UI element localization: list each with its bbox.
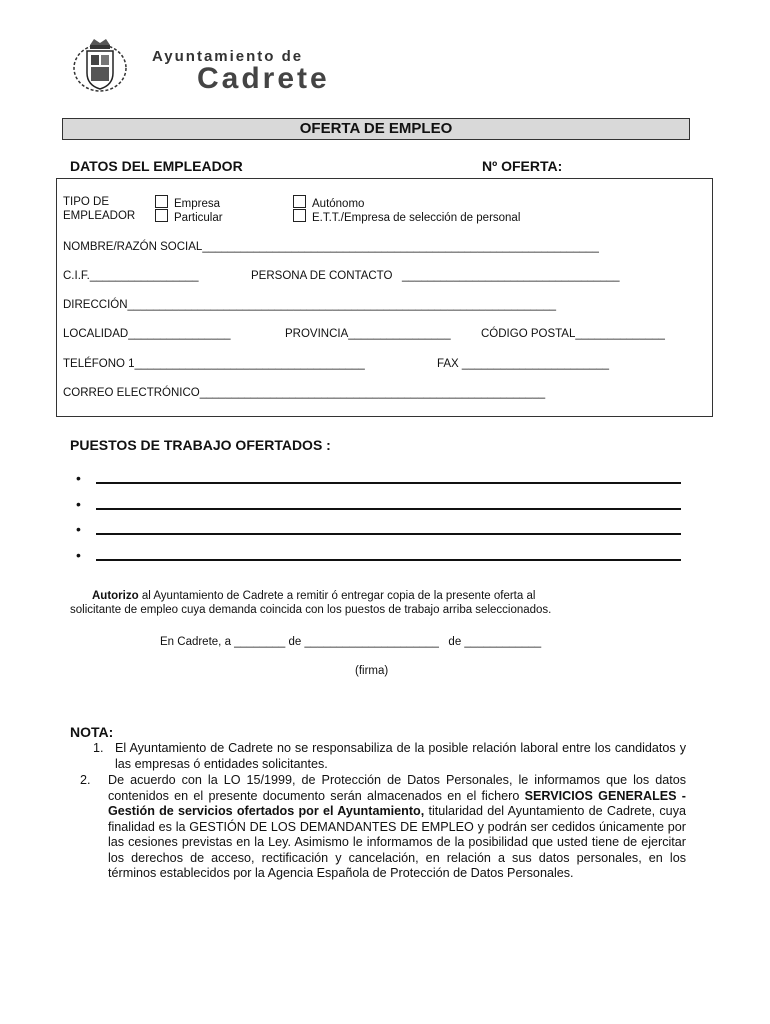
checkbox-particular[interactable]: [155, 209, 168, 222]
bullet-3: •: [76, 521, 81, 537]
field-codigo-postal[interactable]: CÓDIGO POSTAL______________: [481, 328, 665, 340]
date-de-2: de: [448, 636, 462, 648]
note-2-number: 2.: [80, 773, 91, 787]
puesto-line-3[interactable]: [96, 533, 681, 535]
bullet-1: •: [76, 470, 81, 486]
firma-label: (firma): [355, 665, 389, 677]
note-2-bold: SERVICIOS GENERALES - Gestión de servicios ofertados por el Ayuntamiento,: [108, 788, 687, 818]
checkbox-autonomo[interactable]: [293, 195, 306, 208]
option-particular[interactable]: [155, 209, 223, 224]
field-telefono-label: TELÉFONO 1: [63, 358, 135, 370]
employer-section-heading: DATOS DEL EMPLEADOR: [70, 158, 243, 174]
field-correo[interactable]: CORREO ELECTRÓNICO______________________________________________________: [63, 387, 546, 399]
tipo-label-1: TIPO DE: [63, 196, 110, 208]
field-fax[interactable]: FAX _______________________: [437, 358, 610, 370]
note-2-part2: titularidad del Ayuntamiento de Cadrete, cuya finalidad es la GESTIÓN DE LOS DEMANDANTES DE EMPLEO y podrán ser cedidos únicamente por las cesiones previstas en la Ley. Asimismo le informamos de la posibilidad que usted tiene de ejercitar los derechos de acceso, rectificación y cancelación, en relación a sus datos personales, en los términos establecidos por la Agencia Española de Protección de Datos Personales.: [108, 804, 686, 880]
date-line[interactable]: En Cadrete, a ________ de _____________________ de ____________: [160, 636, 542, 648]
note-1-text: El Ayuntamiento de Cadrete no se responsabiliza de la posible relación laboral entre los candidatos y las empresas ó entidades solicitantes.: [115, 741, 686, 771]
option-autonomo-label: Autónomo: [312, 198, 365, 210]
authorization-bold: Autorizo: [92, 590, 139, 602]
header-town-name: Cadrete: [197, 62, 330, 95]
option-particular-label: Particular: [174, 212, 223, 224]
puestos-section-heading: PUESTOS DE TRABAJO OFERTADOS :: [70, 437, 331, 453]
page-title: OFERTA DE EMPLEO: [62, 118, 690, 140]
bullet-4: •: [76, 547, 81, 563]
option-empresa[interactable]: [155, 195, 220, 210]
note-1: [93, 741, 686, 772]
option-autonomo[interactable]: [293, 195, 364, 210]
authorization-line-2: solicitante de empleo cuya demanda coincida con los puestos de trabajo arriba seleccionados.: [70, 604, 552, 616]
field-provincia[interactable]: PROVINCIA________________: [285, 328, 451, 340]
field-nombre-label: NOMBRE/RAZÓN SOCIAL: [63, 241, 203, 253]
date-en-label: En Cadrete, a: [160, 636, 231, 648]
puesto-line-2[interactable]: [96, 508, 681, 510]
field-cif-label: C.I.F.: [63, 270, 90, 282]
field-localidad[interactable]: LOCALIDAD________________: [63, 328, 231, 340]
field-contacto[interactable]: PERSONA DE CONTACTO __________________________________: [251, 270, 620, 282]
option-ett-label: E.T.T./Empresa de selección de personal: [312, 212, 521, 224]
field-nombre[interactable]: NOMBRE/RAZÓN SOCIAL______________________________________________________________: [63, 241, 599, 253]
authorization-line-1: [92, 590, 535, 602]
note-2-text: [108, 773, 686, 882]
checkbox-empresa[interactable]: [155, 195, 168, 208]
employer-form-box: [56, 178, 713, 417]
offer-number-label: Nº OFERTA:: [482, 158, 563, 174]
field-localidad-label: LOCALIDAD: [63, 328, 129, 340]
date-de-1: de: [288, 636, 302, 648]
field-direccion-label: DIRECCIÓN: [63, 299, 128, 311]
field-fax-label: FAX: [437, 358, 459, 370]
puesto-line-4[interactable]: [96, 559, 681, 561]
header-line1: Ayuntamiento de: [152, 48, 304, 65]
nota-heading: NOTA:: [70, 724, 114, 740]
bullet-2: •: [76, 496, 81, 512]
note-1-number: 1.: [93, 741, 104, 755]
field-telefono[interactable]: TELÉFONO 1____________________________________: [63, 358, 365, 370]
municipal-crest-logo: [70, 37, 130, 93]
note-2-part1: De acuerdo con la LO 15/1999, de Protección de Datos Personales, le informamos que los datos contenidos en el presente documento serán almacenados en el fichero: [108, 773, 686, 803]
field-cif[interactable]: C.I.F._________________: [63, 270, 199, 282]
field-provincia-label: PROVINCIA: [285, 328, 349, 340]
field-direccion[interactable]: DIRECCIÓN___________________________________________________________________: [63, 299, 557, 311]
field-contacto-label: PERSONA DE CONTACTO: [251, 270, 393, 282]
puesto-line-1[interactable]: [96, 482, 681, 484]
field-cp-label: CÓDIGO POSTAL: [481, 328, 576, 340]
note-2: [80, 773, 686, 882]
field-correo-label: CORREO ELECTRÓNICO: [63, 387, 200, 399]
option-ett[interactable]: [293, 209, 520, 224]
tipo-label-2: EMPLEADOR: [63, 210, 136, 222]
option-empresa-label: Empresa: [174, 198, 221, 210]
checkbox-ett[interactable]: [293, 209, 306, 222]
authorization-rest: al Ayuntamiento de Cadrete a remitir ó entregar copia de la presente oferta al: [138, 590, 536, 602]
